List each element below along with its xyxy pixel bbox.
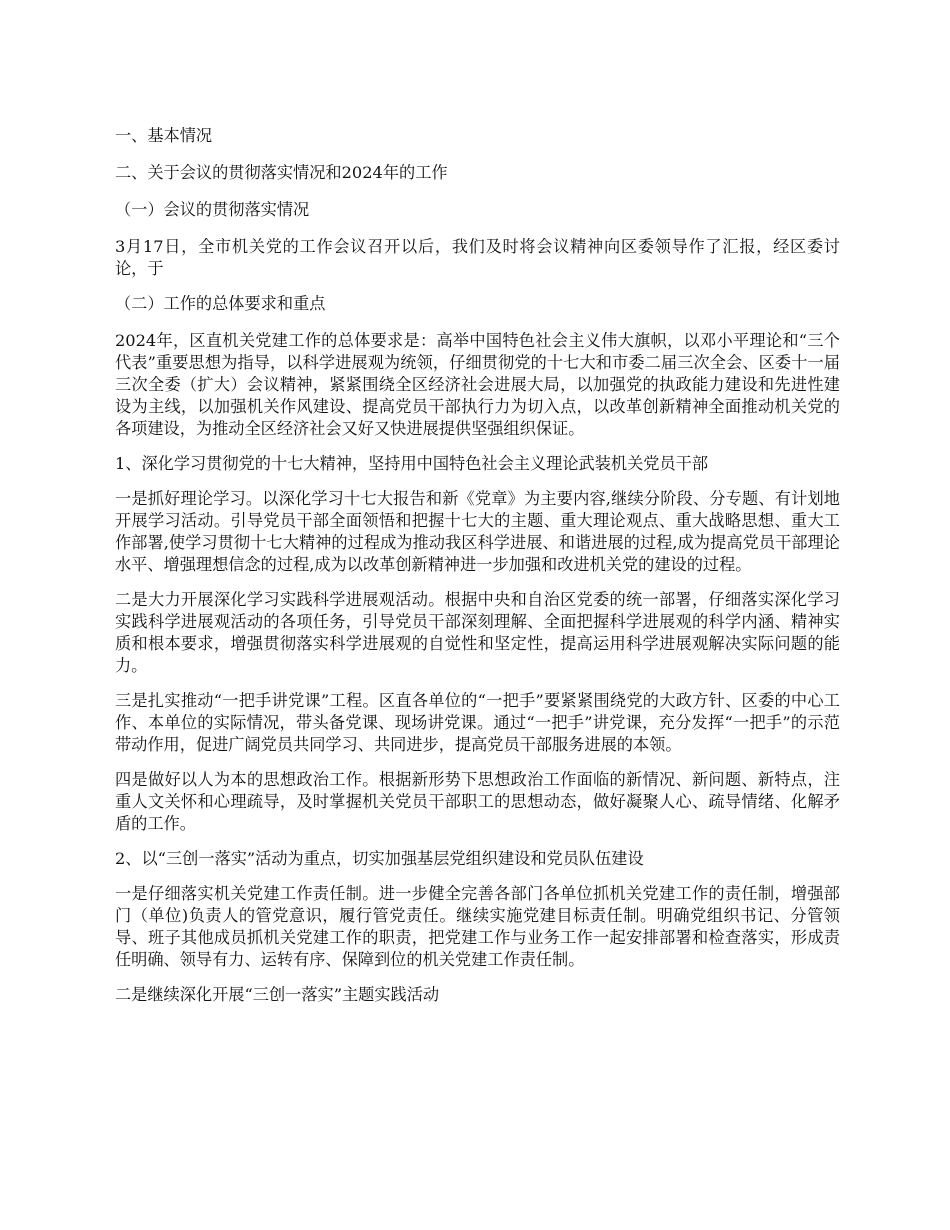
paragraph-theory-study: 一是抓好理论学习。以深化学习十七大报告和新《党章》为主要内容,继续分阶段、分专题、有计划地开展学习活动。引导党员干部全面领悟和把握十七大的主题、重大理论观点、重大战略思想、重大工作部署,使学习贯彻十七大精神的过程成为推动我区科学进展、和谐进展的过程,成为提高党员干部理论水平、增强理想信念的过程,成为以改革创新精神进一步加强和改进机关党的建设的过程。 [115,489,840,574]
item-heading-three-creations: 2、以“三创一落实”活动为重点，切实加强基层党组织建设和党员队伍建设 [115,849,644,868]
paragraph-meeting-report: 3月17日，全市机关党的工作会议召开以后，我们及时将会议精神向区委领导作了汇报，经区委讨论，于 [115,237,840,278]
paragraph-scientific-development: 二是大力开展深化学习实践科学进展观活动。根据中央和自治区党委的统一部署，仔细落实深化学习实践科学进展观活动的各项任务，引导党员干部深刻理解、全面把握科学进展观的科学内涵、精神实质和根本要求，增强贯彻落实科学进展观的自觉性和坚定性，提高运用科学进展观解决实际问题的能力。 [115,590,840,675]
section-heading-basic-situation: 一、基本情况 [115,126,213,145]
subsection-heading-implementation: （一）会议的贯彻落实情况 [115,200,310,219]
section-heading-implementation-and-work: 二、关于会议的贯彻落实情况和2024年的工作 [115,163,448,182]
item-heading-study-congress: 1、深化学习贯彻党的十七大精神，坚持用中国特色社会主义理论武装机关党员干部 [115,454,709,473]
paragraph-responsibility-system: 一是仔细落实机关党建工作责任制。进一步健全完善各部门各单位抓机关党建工作的责任制，增强部门（单位)负责人的管党意识，履行管党责任。继续实施党建目标责任制。明确党组织书记、分管领导、班子其他成员抓机关党建工作的职责，把党建工作与业务工作一起安排部署和检查落实，形成责任明确、领导有力、运转有序、保障到位的机关党建工作责任制。 [115,884,840,969]
paragraph-party-lecture: 三是扎实推动“一把手讲党课”工程。区直各单位的“一把手”要紧紧围绕党的大政方针、区委的中心工作、本单位的实际情况，带头备党课、现场讲党课。通过“一把手”讲党课，充分发挥“一把手”的示范带动作用，促进广阔党员共同学习、共同进步，提高党员干部服务进展的本领。 [115,691,840,754]
subsection-heading-requirements: （二）工作的总体要求和重点 [115,294,326,313]
document-page [115,125,840,1019]
paragraph-practice-activity: 二是继续深化开展“三创一落实”主题实践活动 [115,985,440,1004]
paragraph-overall-requirements: 2024年，区直机关党建工作的总体要求是：高举中国特色社会主义伟大旗帜，以邓小平理论和“三个代表”重要思想为指导，以科学进展观为统领，仔细贯彻党的十七大和市委二届三次全会、区委十一届三次全委（扩大）会议精神，紧紧围绕全区经济社会进展大局，以加强党的执政能力建设和先进性建设为主线，以加强机关作风建设、提高党员干部执行力为切入点，以改革创新精神全面推动机关党的各项建设，为推动全区经济社会又好又快进展提供坚强组织保证。 [115,331,840,438]
paragraph-ideological-work: 四是做好以人为本的思想政治工作。根据新形势下思想政治工作面临的新情况、新问题、新特点，注重人文关怀和心理疏导，及时掌握机关党员干部职工的思想动态，做好凝聚人心、疏导情绪、化解矛盾的工作。 [115,770,840,833]
